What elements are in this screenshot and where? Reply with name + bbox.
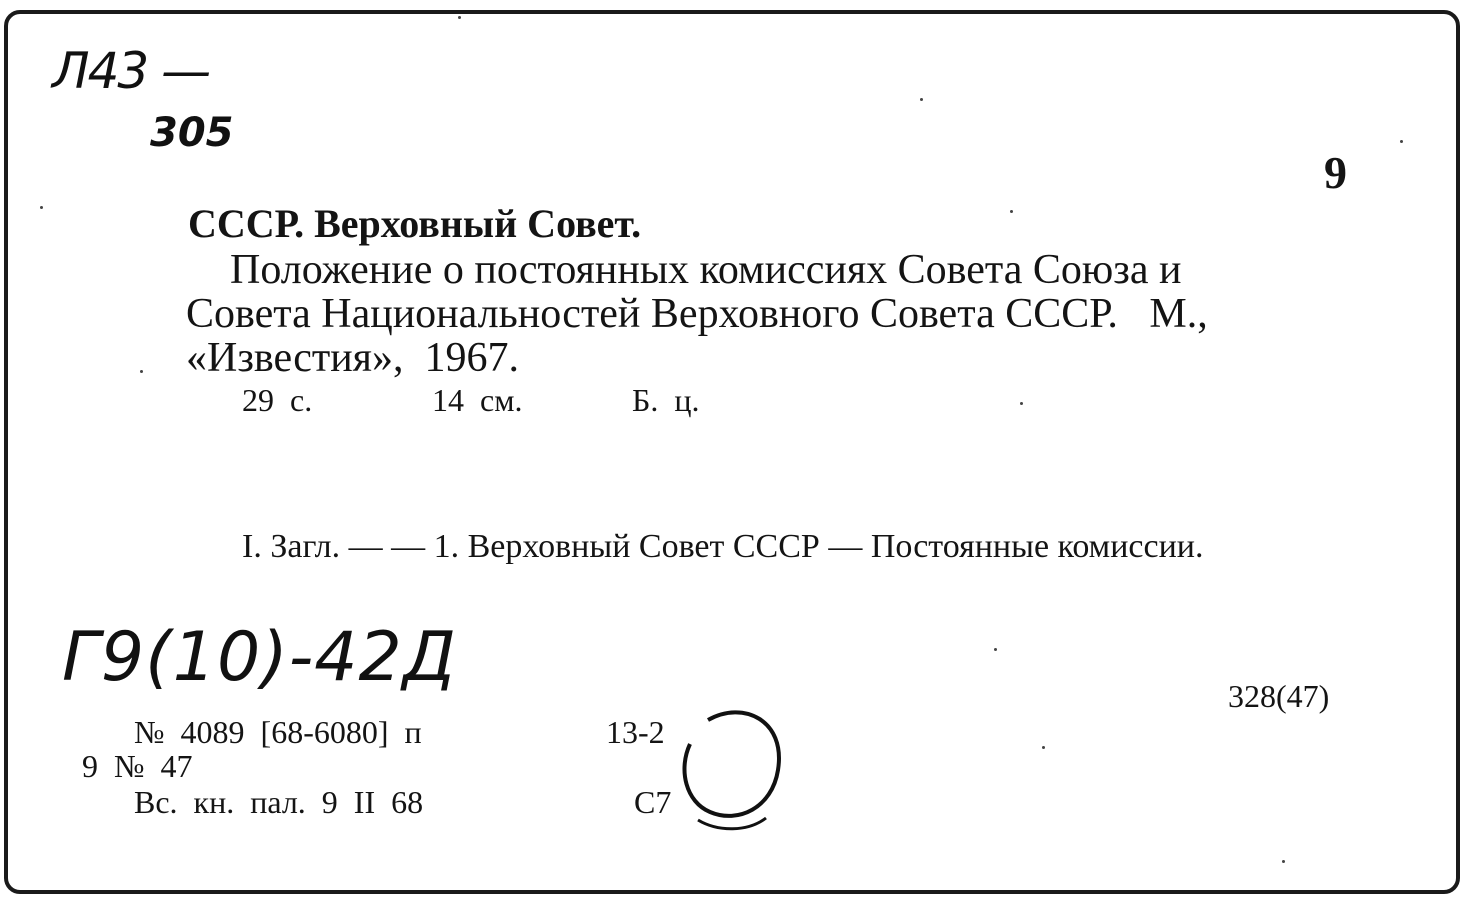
dust-speck — [1282, 860, 1285, 863]
dust-speck — [458, 16, 461, 19]
dust-speck — [140, 370, 143, 373]
issue-line: 9 № 47 — [82, 748, 193, 784]
print-line: Вс. кн. пал. 9 II 68 — [134, 784, 424, 820]
title-line-1: Положение о постоянных комиссиях Совета Союза и — [230, 247, 1182, 293]
dust-speck — [1020, 402, 1023, 405]
book-size: 14 см. — [432, 382, 523, 418]
dust-speck — [1400, 140, 1403, 143]
card-heading: СССР. Верховный Совет. — [188, 201, 642, 246]
dust-speck — [920, 98, 923, 101]
stamp-circle — [668, 700, 798, 840]
udc-code: 328(47) — [1228, 678, 1330, 714]
handwritten-code-line1: Л43 — — [52, 42, 210, 100]
dust-speck — [1042, 746, 1045, 749]
handwritten-classmark: Г9(10)-42Д — [62, 618, 457, 697]
subject-tracing: I. Загл. — — 1. Верховный Совет СССР — Постоянные комиссии. — [242, 528, 1204, 565]
dust-speck — [40, 206, 43, 209]
order-code: 13-2 — [606, 714, 665, 750]
card-number: 9 — [1324, 147, 1347, 198]
handwritten-code-line2: 305 — [150, 110, 234, 156]
order-line: № 4089 [68-6080] п — [134, 714, 422, 750]
price-note: Б. ц. — [632, 382, 700, 418]
dust-speck — [994, 648, 997, 651]
title-line-2: Совета Национальностей Верховного Совета СССР. М., — [186, 291, 1208, 337]
stamp-code: С7 — [634, 784, 672, 820]
dust-speck — [1010, 210, 1013, 213]
pages-count: 29 с. — [242, 382, 313, 418]
title-line-3: «Известия», 1967. — [186, 335, 519, 381]
